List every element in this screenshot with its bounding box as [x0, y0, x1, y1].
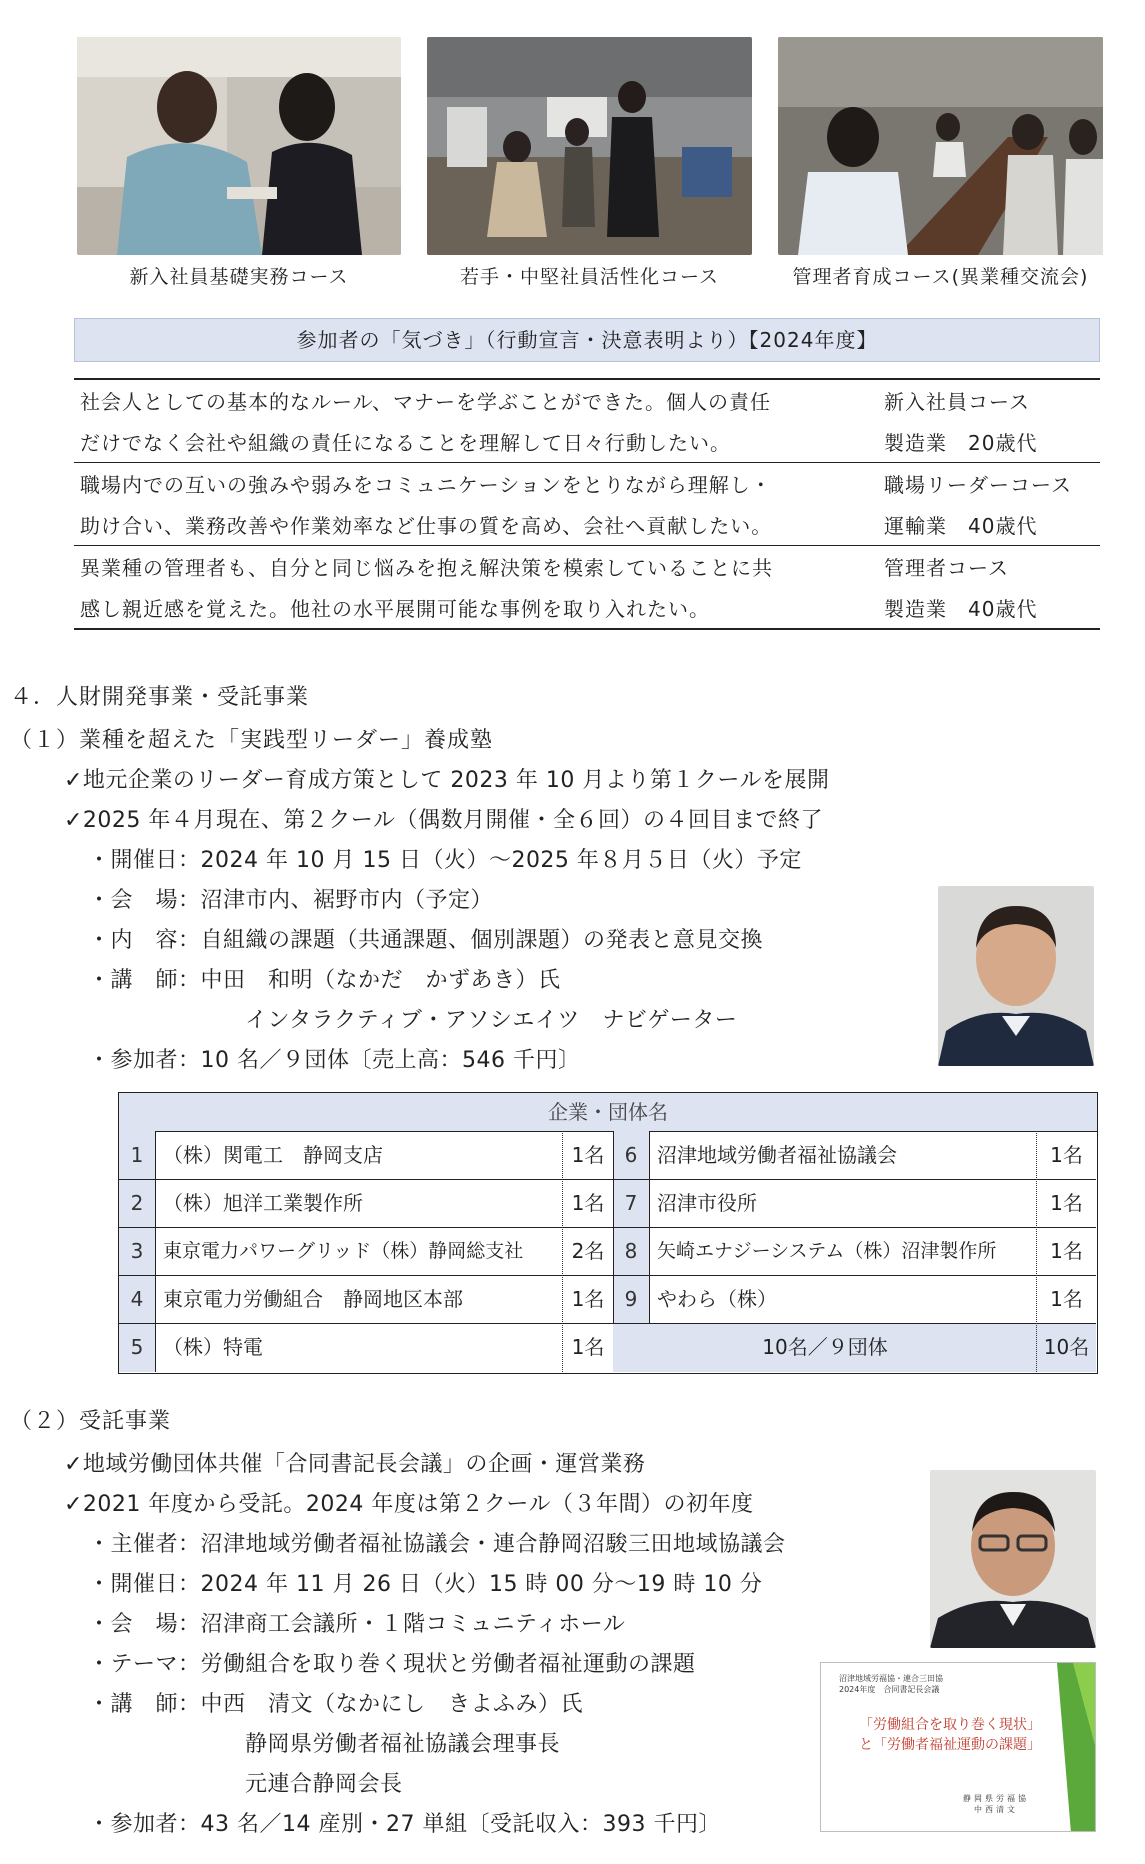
table-cell-name: 沼津市役所 — [657, 1191, 757, 1215]
table-cell-name: 東京電力パワーグリッド（株）静岡総支社 — [163, 1240, 524, 1262]
table-rule — [119, 1275, 1096, 1276]
table-cell-name: やわら（株） — [657, 1287, 777, 1311]
table-cell-name: 東京電力労働組合 静岡地区本部 — [163, 1287, 463, 1311]
table-rule — [649, 1131, 650, 1323]
table-rule-dotted — [1036, 1131, 1037, 1372]
voice-text — [80, 382, 870, 464]
table-cell-count: 1名 — [1050, 1287, 1083, 1311]
voice-participant-info: 製造業 40歳代 — [884, 597, 1038, 621]
voice-course-name: 新入社員コース — [884, 390, 1030, 414]
voice-line: 感し親近感を覚えた。他社の水平展開可能な事例を取り入れたい。 — [80, 597, 710, 621]
voice-course — [884, 382, 1037, 464]
subsection-heading-2: （２）受託事業 — [10, 1409, 172, 1434]
participant-table — [118, 1092, 1098, 1374]
table-cell-count: 1名 — [571, 1335, 605, 1359]
slide-header-line: 2024年度 合同書記長会議 — [839, 1685, 940, 1694]
slide-title — [835, 1715, 1065, 1755]
table-cell-no: 1 — [119, 1131, 155, 1179]
table-cell-no: 6 — [613, 1131, 649, 1179]
detail-lecturer-title: 静岡県労働者福祉協議会理事長 — [245, 1732, 561, 1757]
table-rule — [155, 1131, 156, 1372]
table-rule — [119, 1323, 1096, 1324]
detail-date: ・開催日：2024 年 11 月 26 日（火）15 時 00 分～19 時 10 分 — [88, 1572, 763, 1597]
detail-content: ・内 容：自組織の課題（共通課題、個別課題）の発表と意見交換 — [88, 928, 764, 953]
detail-date: ・開催日：2024 年 10 月 15 日（火）～2025 年８月５日（火）予定 — [88, 848, 802, 873]
check-item: ✓地域労働団体共催「合同書記長会議」の企画・運営業務 — [64, 1452, 646, 1477]
detail-participants: ・参加者：43 名／14 産別・27 単組〔受託収入：393 千円〕 — [88, 1812, 721, 1837]
table-cell-name: （株）旭洋工業製作所 — [163, 1191, 363, 1215]
table-rule-dotted — [562, 1131, 563, 1372]
voice-participant-info: 運輸業 40歳代 — [884, 514, 1038, 538]
voice-line: 職場内での互いの強みや弱みをコミュニケーションをとりながら理解し・ — [80, 473, 772, 497]
table-cell-no: 5 — [119, 1323, 155, 1372]
table-cell-count: 1名 — [1050, 1143, 1083, 1167]
table-cell-no: 3 — [119, 1227, 155, 1275]
check-item: ✓2021 年度から受託。2024 年度は第２クール（３年間）の初年度 — [64, 1492, 754, 1517]
voice-line: 異業種の管理者も、自分と同じ悩みを抱え解決策を模索していることに共 — [80, 556, 773, 580]
photo-caption-1: 新入社員基礎実務コース — [129, 266, 349, 288]
table-cell-no: 9 — [613, 1275, 649, 1323]
table-cell-no: 7 — [613, 1179, 649, 1227]
table-rule — [613, 1131, 614, 1323]
lecture-slide-thumbnail — [820, 1662, 1096, 1832]
detail-venue: ・会 場：沼津商工会議所・１階コミュニティホール — [88, 1612, 626, 1637]
voice-line: 助け合い、業務改善や作業効率など仕事の質を高め、会社へ貢献したい。 — [80, 514, 773, 538]
photo-young-employee-course — [427, 37, 752, 255]
voice-course — [884, 548, 1037, 630]
table-rule — [119, 1179, 1096, 1180]
check-item: ✓地元企業のリーダー育成方策として 2023 年 10 月より第１クールを展開 — [64, 768, 830, 793]
slide-header — [839, 1673, 943, 1695]
slide-footer — [941, 1793, 1051, 1815]
detail-host: ・主催者：沼津地域労働者福祉協議会・連合静岡沼駿三田地域協議会 — [88, 1532, 786, 1557]
check-item: ✓2025 年４月現在、第２クール（偶数月開催・全６回）の４回目まで終了 — [64, 808, 823, 833]
voice-course-name: 管理者コース — [884, 556, 1009, 580]
table-cell-no: 4 — [119, 1275, 155, 1323]
detail-venue: ・会 場：沼津市内、裾野市内（予定） — [88, 888, 494, 913]
slide-header-line: 沼津地域労福協・連合三田協 — [839, 1674, 943, 1683]
detail-lecturer: ・講 師：中西 清文（なかにし きよふみ）氏 — [88, 1692, 584, 1717]
table-cell-name: 矢崎エナジーシステム（株）沼津製作所 — [657, 1240, 997, 1262]
voice-course — [884, 465, 1072, 547]
photo-caption-2: 若手・中堅社員活性化コース — [459, 266, 720, 288]
voice-course-name: 職場リーダーコース — [884, 473, 1072, 497]
voice-row — [74, 463, 1100, 546]
table-cell-count: 1名 — [571, 1191, 605, 1215]
voice-line: 社会人としての基本的なルール、マナーを学ぶことができた。個人の責任 — [80, 390, 771, 414]
voice-text — [80, 465, 870, 547]
table-cell-name: 沼津地域労働者福祉協議会 — [657, 1143, 897, 1167]
table-cell-count: 1名 — [571, 1143, 605, 1167]
table-cell-no: 2 — [119, 1179, 155, 1227]
photo-manager-course — [778, 37, 1103, 255]
voice-participant-info: 製造業 20歳代 — [884, 431, 1038, 455]
voices-title-banner: 参加者の「気づき」（行動宣言・決意表明より）【2024年度】 — [74, 318, 1100, 362]
detail-lecturer: ・講 師：中田 和明（なかだ かずあき）氏 — [88, 968, 561, 993]
voices-table — [74, 378, 1100, 630]
table-cell-no: 8 — [613, 1227, 649, 1275]
table-total-count: 10名 — [1037, 1323, 1096, 1372]
table-cell-count: 1名 — [571, 1287, 605, 1311]
slide-footer-line: 中西清文 — [974, 1805, 1018, 1814]
table-cell-name: （株）特電 — [163, 1335, 263, 1359]
detail-participants: ・参加者：10 名／９団体〔売上高：546 千円〕 — [88, 1048, 581, 1073]
section-heading: ４．人財開発事業・受託事業 — [10, 685, 310, 710]
table-cell-count: 1名 — [1050, 1239, 1083, 1263]
detail-lecturer-title: インタラクティブ・アソシエイツ ナビゲーター — [245, 1008, 738, 1033]
lecturer-portrait-nakanishi — [930, 1470, 1096, 1648]
photo-new-employee-course — [77, 37, 401, 255]
table-cell-count: 1名 — [1050, 1191, 1083, 1215]
lecturer-portrait-nakada — [938, 886, 1094, 1066]
subsection-heading-1: （１）業種を超えた「実践型リーダー」養成塾 — [10, 728, 494, 753]
slide-title-line: と「労働者福祉運動の課題」 — [859, 1737, 1041, 1753]
table-total-label: 10名／９団体 — [613, 1323, 1037, 1372]
voice-row — [74, 380, 1100, 463]
voice-text — [80, 548, 870, 630]
slide-title-line: 「労働組合を取り巻く現状」 — [859, 1717, 1041, 1733]
detail-lecturer-title: 元連合静岡会長 — [245, 1772, 403, 1797]
detail-theme: ・テーマ：労働組合を取り巻く現状と労働者福祉運動の課題 — [88, 1652, 696, 1677]
table-cell-count: 2名 — [571, 1239, 605, 1263]
participant-table-header: 企業・団体名 — [119, 1093, 1097, 1132]
photo-caption-3: 管理者育成コース(異業種交流会) — [792, 266, 1089, 288]
slide-footer-line: 静岡県労福協 — [963, 1794, 1029, 1803]
table-rule — [119, 1227, 1096, 1228]
voice-row — [74, 546, 1100, 630]
table-cell-name: （株）関電工 静岡支店 — [163, 1143, 383, 1167]
voice-line: だけでなく会社や組織の責任になることを理解して日々行動したい。 — [80, 431, 731, 455]
